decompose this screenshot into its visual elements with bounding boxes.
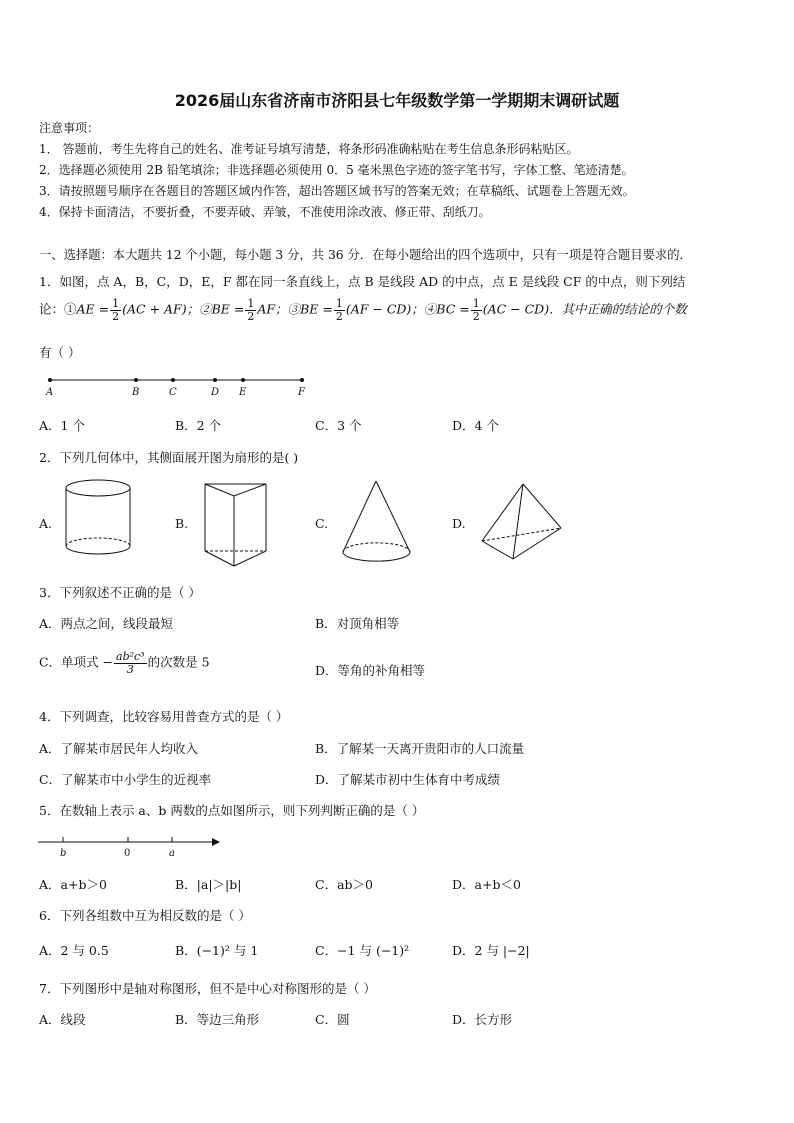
label-b: B	[132, 387, 140, 398]
q6-option-a: A．2 与 0.5	[39, 943, 109, 958]
question-6-stem: 6．下列各组数中互为相反数的是（ ）	[39, 908, 251, 923]
label-f: F	[298, 387, 305, 398]
q1-option-d: D．4 个	[452, 418, 499, 433]
q6-option-b: B．(−1)² 与 1	[175, 943, 259, 958]
q5-option-c: C．ab＞0	[315, 877, 373, 892]
notice-item-1: 1． 答题前，考生先将自己的姓名、准考证号填写清楚，将条形码准确粘贴在考生信息条形码粘贴区。	[39, 142, 579, 156]
notice-item-2: 2．选择题必须使用 2B 铅笔填涂；非选择题必须使用 0．5 毫米黑色字迹的签字笔书写，字体工整、笔迹清楚。	[39, 163, 634, 177]
q6-option-c: C．−1 与 (−1)²	[315, 943, 410, 958]
notice-item-4: 4．保持卡面清洁，不要折叠，不要弄破、弄皱，不准使用涂改液、修正带、刮纸刀。	[39, 205, 491, 219]
q1-c4: BC =	[436, 301, 470, 317]
q3-option-d: D．等角的补角相等	[315, 663, 426, 678]
label-a: A	[46, 387, 54, 398]
q5-option-b: B．|a|＞|b|	[175, 877, 242, 892]
section-header: 一、选择题：本大题共 12 个小题，每小题 3 分，共 36 分．在每小题给出的四个选项中，只有一项是符合题目要求的．	[39, 248, 692, 262]
q7-option-d: D．长方形	[452, 1012, 513, 1027]
half-fraction: $\frac{1}{2}$	[112, 297, 120, 323]
q1-option-a: A．1 个	[39, 418, 85, 433]
q1-lead: 论：①	[39, 301, 77, 317]
q2-option-a: A.	[39, 516, 53, 531]
q7-option-a: A．线段	[39, 1012, 86, 1027]
q7-option-b: B．等边三角形	[175, 1012, 260, 1027]
q4-option-c: C．了解某市中小学生的近视率	[39, 772, 212, 787]
q1-c3: BE =	[300, 301, 333, 317]
label-d: D	[211, 387, 220, 398]
label-e: E	[239, 387, 247, 398]
q1-c1: AE =	[76, 301, 110, 317]
q3-option-b: B．对顶角相等	[315, 616, 400, 631]
q4-option-a: A．了解某市居民年人均收入	[39, 741, 199, 756]
q2-option-c: C.	[315, 516, 329, 531]
q3-c-suffix: 的次数是 5	[147, 654, 210, 670]
q1-c3b: (AF − CD)；④	[345, 301, 437, 317]
question-1-tail: 有（ ）	[39, 345, 81, 360]
label-b-point: b	[60, 848, 67, 859]
label-c: C	[169, 387, 177, 398]
q4-option-b: B．了解某一天离开贵阳市的人口流量	[315, 741, 525, 756]
notice-item-3: 3．请按照题号顺序在各题目的答题区域内作答，超出答题区域书写的答案无效；在草稿纸、试题卷上答题无效。	[39, 184, 635, 198]
label-a-point: a	[169, 848, 175, 859]
q1-option-b: B．2 个	[175, 418, 222, 433]
q4-option-d: D．了解某市初中生体育中考成绩	[315, 772, 501, 787]
q7-option-c: C．圆	[315, 1012, 350, 1027]
q2-option-d: D.	[452, 516, 466, 531]
half-fraction: $\frac{1}{2}$	[335, 297, 343, 323]
page-title: 2026届山东省济南市济阳县七年级数学第一学期期末调研试题	[174, 91, 620, 110]
question-3-stem: 3．下列叙述不正确的是（ ）	[39, 585, 201, 600]
q1-option-c: C．3 个	[315, 418, 362, 433]
question-7-stem: 7．下列图形中是轴对称图形，但不是中心对称图形的是（ ）	[39, 981, 376, 996]
q6-option-d: D．2 与 |−2|	[452, 943, 530, 958]
question-5-stem: 5．在数轴上表示 a、b 两数的点如图所示，则下列判断正确的是（ ）	[39, 803, 425, 818]
q5-option-d: D．a+b＜0	[452, 877, 521, 892]
q1-c1b: (AC + AF)；②	[122, 301, 212, 317]
notice-heading: 注意事项：	[39, 121, 100, 135]
q5-option-a: A．a+b＞0	[39, 877, 107, 892]
question-1-stem: 1．如图，点 A，B，C，D，E，F 都在同一条直线上，点 B 是线段 AD 的中点，点 E 是线段 CF 的中点，则下列结	[39, 274, 686, 289]
q3-c-prefix: C．单项式 −	[39, 654, 114, 670]
question-4-stem: 4．下列调查，比较容易用普查方式的是（ ）	[39, 709, 289, 724]
q1-c4b: (AC − CD)．其中正确的结论的个数	[482, 301, 687, 317]
half-fraction: $\frac{1}{2}$	[247, 297, 255, 323]
question-2-stem: 2．下列几何体中，其侧面展开图为扇形的是( )	[39, 450, 299, 465]
q1-c2: BE =	[211, 301, 245, 317]
q1-c2b: AF；③	[257, 301, 301, 317]
half-fraction: $\frac{1}{2}$	[472, 297, 480, 323]
monomial-fraction: $\frac{\text{ab²c³}}{3}$	[116, 650, 145, 676]
label-zero: 0	[124, 848, 131, 859]
q2-option-b: B.	[175, 516, 189, 531]
q3-option-a: A．两点之间，线段最短	[39, 616, 174, 631]
